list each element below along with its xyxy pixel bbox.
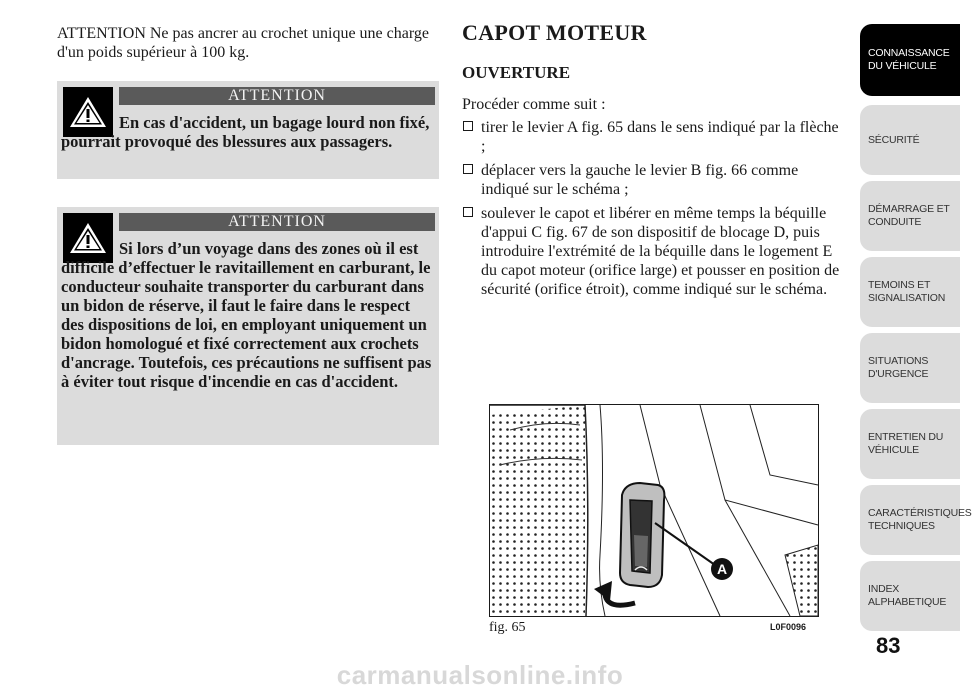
figure-code: L0F0096 — [770, 622, 807, 632]
warning-header: ATTENTION — [119, 213, 435, 231]
warning-box-1 — [57, 81, 439, 179]
section-title: CAPOT MOTEUR — [462, 20, 647, 45]
side-tab-caracteristiques[interactable] — [860, 485, 972, 555]
warning-text: En cas d'accident, un bagage lourd non fixé, pourrait provoqué des blessures aux passagers. — [61, 113, 430, 151]
figure-hood-release-lever — [489, 404, 819, 617]
procedure-steps — [462, 118, 847, 304]
step-text: déplacer vers la gauche le levier B fig. 66 comme indiqué sur le schéma ; — [481, 162, 799, 198]
step-text: tirer le levier A fig. 65 dans le sens indiqué par la flèche ; — [481, 119, 839, 155]
watermark: carmanualsonline.info — [336, 660, 624, 690]
side-tab-label: ENTRETIEN DU VÉHICULE — [868, 431, 944, 456]
checkbox-bullet-icon — [463, 207, 473, 217]
subsection-title: OUVERTURE — [462, 63, 571, 82]
checkbox-bullet-icon — [463, 164, 473, 174]
side-tab-label: DÉMARRAGE ET CONDUITE — [868, 203, 950, 228]
warning-text: Si lors d’un voyage dans des zones où il est difficile d’effectuer le ravitaillement en carburant, le conducteur souhaite transporter du carburant dans un bidon de réserve, il faut le faire dans le respect des dispositions de loi, en employant uniquement un bidon homologué et fixé correctement aux crochets d'ancrage. Toutefois, ces précautions ne suffisent pas à éviter tout risque d'incendie en cas d'accident. — [61, 239, 432, 391]
side-tab-label: CARACTÉRISTIQUES TECHNIQUES — [868, 507, 972, 532]
callout-label: A — [716, 561, 728, 577]
side-tab-connaissance[interactable] — [860, 24, 960, 96]
side-tab-temoins[interactable] — [860, 257, 960, 327]
side-tab-label: TEMOINS ET SIGNALISATION — [868, 279, 946, 304]
step-text: soulever le capot et libérer en même temps la béquille d'appui C fig. 67 de son dispositif de blocage D, puis introduire l'extrémité de la béquille dans le logement E du capot moteur (orifice large) et pousser en position de sécurité (orifice étroit), comme indiqué sur le schéma. — [481, 205, 840, 298]
side-tab-label: INDEX ALPHABETIQUE — [868, 583, 947, 608]
side-tab-situations[interactable] — [860, 333, 960, 403]
step-item — [462, 204, 847, 299]
side-tab-securite[interactable] — [860, 105, 960, 175]
side-tab-label: CONNAISSANCE DU VÉHICULE — [868, 47, 950, 72]
lever-illustration — [490, 405, 818, 616]
figure-caption: fig. 65 — [489, 620, 526, 635]
side-tab-demarrage[interactable] — [860, 181, 960, 251]
warning-header: ATTENTION — [119, 87, 435, 105]
page-number: 83 — [876, 633, 901, 658]
side-tab-label: SÉCURITÉ — [868, 133, 920, 146]
side-tab-label: SITUATIONS D'URGENCE — [868, 355, 929, 380]
warning-box-2 — [57, 207, 439, 445]
checkbox-bullet-icon — [463, 121, 473, 131]
intro-paragraph: ATTENTION Ne pas ancrer au crochet unique une charge d'un poids supérieur à 100 kg. — [57, 25, 429, 61]
step-item — [462, 118, 847, 156]
procedure-intro: Procéder comme suit : — [462, 96, 606, 113]
step-item — [462, 161, 847, 199]
side-tab-entretien[interactable] — [860, 409, 960, 479]
side-tab-index[interactable] — [860, 561, 960, 631]
